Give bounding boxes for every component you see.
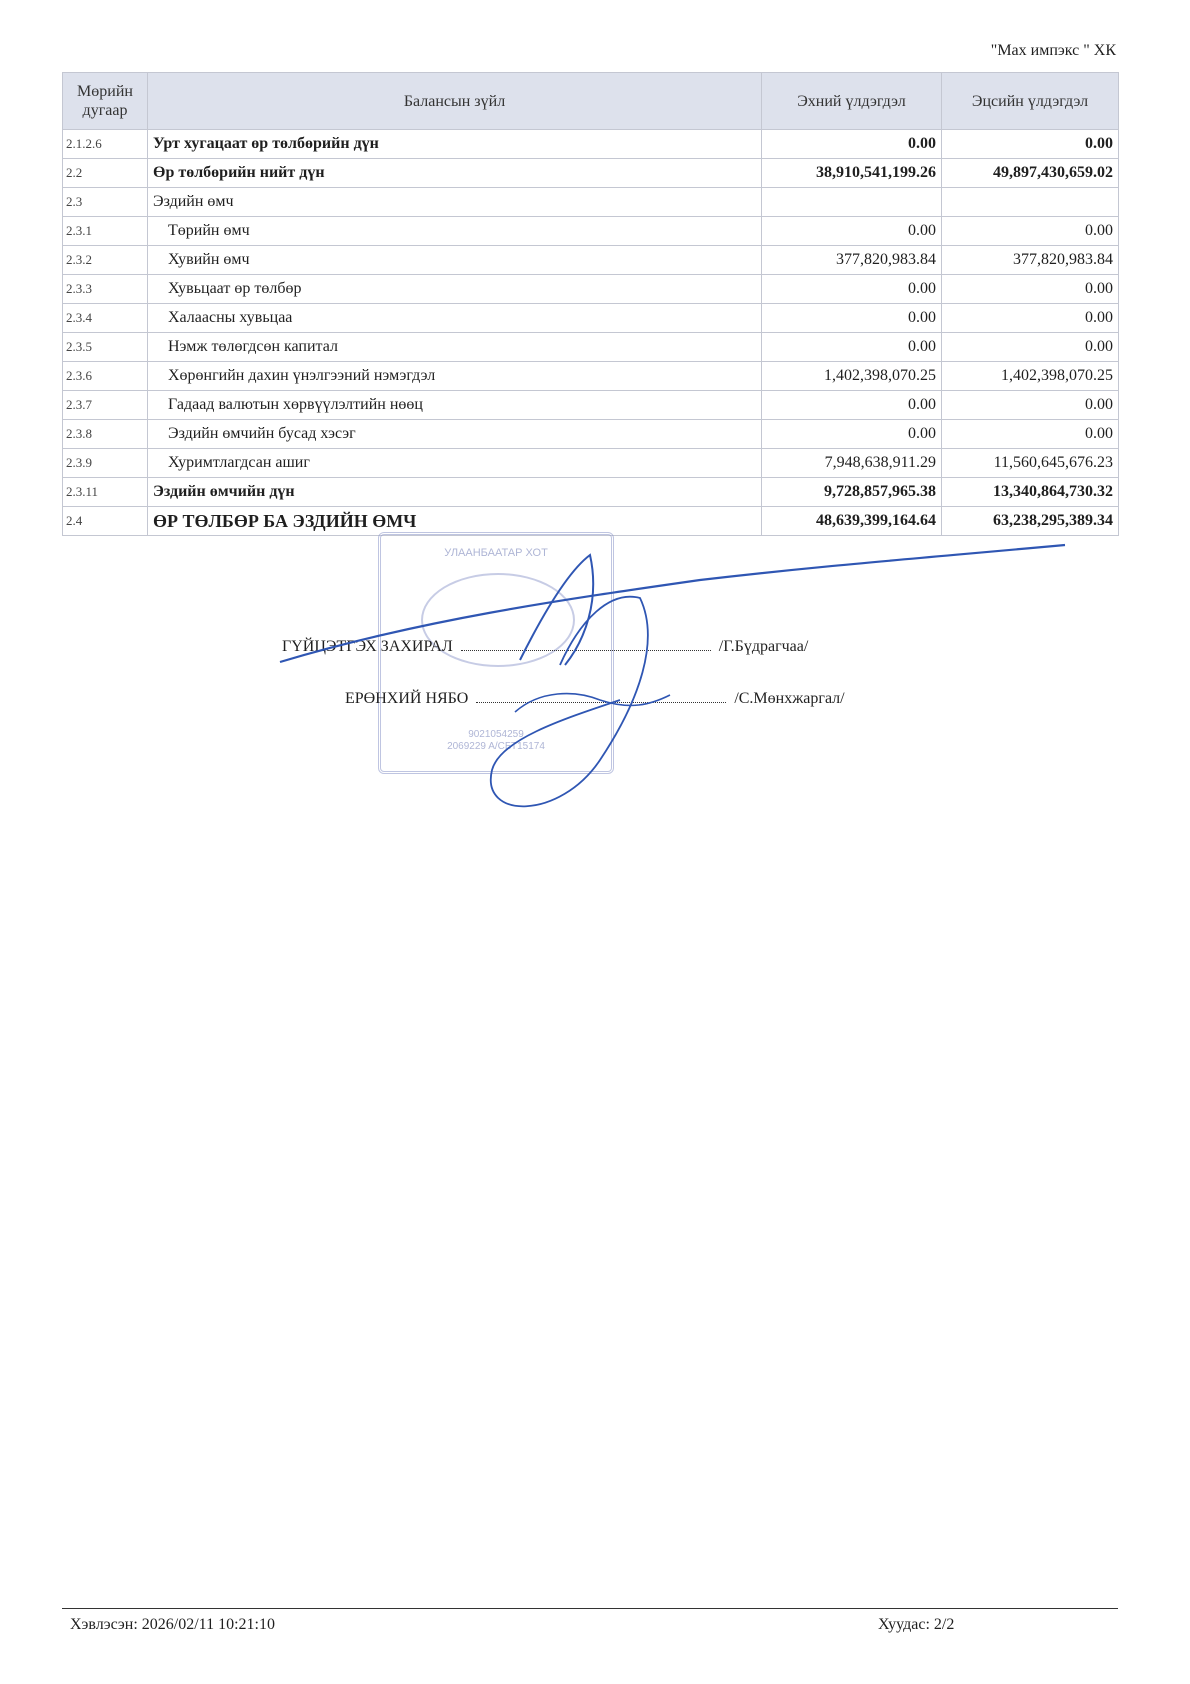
row-end-balance: 13,340,864,730.32: [942, 478, 1119, 507]
row-code: 2.3.5: [63, 333, 148, 362]
row-start-balance: 0.00: [762, 304, 942, 333]
row-start-balance: 7,948,638,911.29: [762, 449, 942, 478]
row-code: 2.1.2.6: [63, 130, 148, 159]
row-label: Эздийн өмчийн бусад хэсэг: [148, 420, 762, 449]
row-label: Гадаад валютын хөрвүүлэлтийн нөөц: [148, 391, 762, 420]
row-start-balance: 377,820,983.84: [762, 246, 942, 275]
stamp-ids: 9021054259 2069229 A/CБТ15174: [447, 729, 545, 752]
row-code: 2.3.8: [63, 420, 148, 449]
row-label: Урт хугацаат өр төлбөрийн дүн: [148, 130, 762, 159]
row-start-balance: 48,639,399,164.64: [762, 507, 942, 536]
row-end-balance: 0.00: [942, 130, 1119, 159]
row-start-balance: 1,402,398,070.25: [762, 362, 942, 391]
row-start-balance: 0.00: [762, 391, 942, 420]
row-end-balance: 1,402,398,070.25: [942, 362, 1119, 391]
row-end-balance: 0.00: [942, 420, 1119, 449]
row-end-balance: 49,897,430,659.02: [942, 159, 1119, 188]
row-code: 2.4: [63, 507, 148, 536]
row-code: 2.3.2: [63, 246, 148, 275]
row-start-balance: 0.00: [762, 333, 942, 362]
page-number: Хуудас: 2/2: [878, 1616, 955, 1633]
signature-name: /С.Мөнхжаргал/: [734, 690, 845, 707]
row-start-balance: 9,728,857,965.38: [762, 478, 942, 507]
row-code: 2.3.1: [63, 217, 148, 246]
row-label: Эздийн өмч: [148, 188, 762, 217]
column-header-end-balance: Эцсийн үлдэгдэл: [942, 73, 1119, 130]
row-start-balance: 0.00: [762, 275, 942, 304]
row-start-balance: 38,910,541,199.26: [762, 159, 942, 188]
row-label: Хөрөнгийн дахин үнэлгээний нэмэгдэл: [148, 362, 762, 391]
row-label: Халаасны хувьцаа: [148, 304, 762, 333]
row-code: 2.3.11: [63, 478, 148, 507]
row-end-balance: 11,560,645,676.23: [942, 449, 1119, 478]
row-code: 2.3.3: [63, 275, 148, 304]
signature-role: ГҮЙЦЭТГЭХ ЗАХИРАЛ: [282, 638, 453, 655]
row-end-balance: 0.00: [942, 304, 1119, 333]
signature-role: ЕРӨНХИЙ НЯБО: [345, 690, 469, 707]
row-label: ӨР ТӨЛБӨР БА ЭЗДИЙН ӨМЧ: [148, 507, 762, 536]
row-start-balance: 0.00: [762, 420, 942, 449]
row-end-balance: 0.00: [942, 333, 1119, 362]
row-label: Хувьцаат өр төлбөр: [148, 275, 762, 304]
row-code: 2.3.4: [63, 304, 148, 333]
row-end-balance: 63,238,295,389.34: [942, 507, 1119, 536]
row-start-balance: 0.00: [762, 217, 942, 246]
row-code: 2.3.9: [63, 449, 148, 478]
row-label: Өр төлбөрийн нийт дүн: [148, 159, 762, 188]
footer-divider: [62, 1608, 1118, 1609]
row-end-balance: 0.00: [942, 391, 1119, 420]
company-name: "Мах импэкс " ХК: [990, 42, 1116, 59]
row-label: Хувийн өмч: [148, 246, 762, 275]
column-header-code: Мөрийн дугаар: [63, 73, 148, 130]
signature-name: /Г.Бүдрагчаа/: [718, 638, 809, 655]
row-code: 2.2: [63, 159, 148, 188]
row-label: Эздийн өмчийн дүн: [148, 478, 762, 507]
row-end-balance: 0.00: [942, 275, 1119, 304]
row-end-balance: 377,820,983.84: [942, 246, 1119, 275]
printed-timestamp: Хэвлэсэн: 2026/02/11 10:21:10: [70, 1616, 275, 1633]
row-start-balance: 0.00: [762, 130, 942, 159]
row-code: 2.3.6: [63, 362, 148, 391]
row-label: Хуримтлагдсан ашиг: [148, 449, 762, 478]
column-header-item: Балансын зүйл: [148, 73, 762, 130]
row-code: 2.3.7: [63, 391, 148, 420]
row-code: 2.3: [63, 188, 148, 217]
stamp-city: УЛААНБААТАР ХОТ: [444, 547, 548, 559]
row-label: Нэмж төлөгдсөн капитал: [148, 333, 762, 362]
column-header-start-balance: Эхний үлдэгдэл: [762, 73, 942, 130]
row-end-balance: 0.00: [942, 217, 1119, 246]
row-label: Төрийн өмч: [148, 217, 762, 246]
